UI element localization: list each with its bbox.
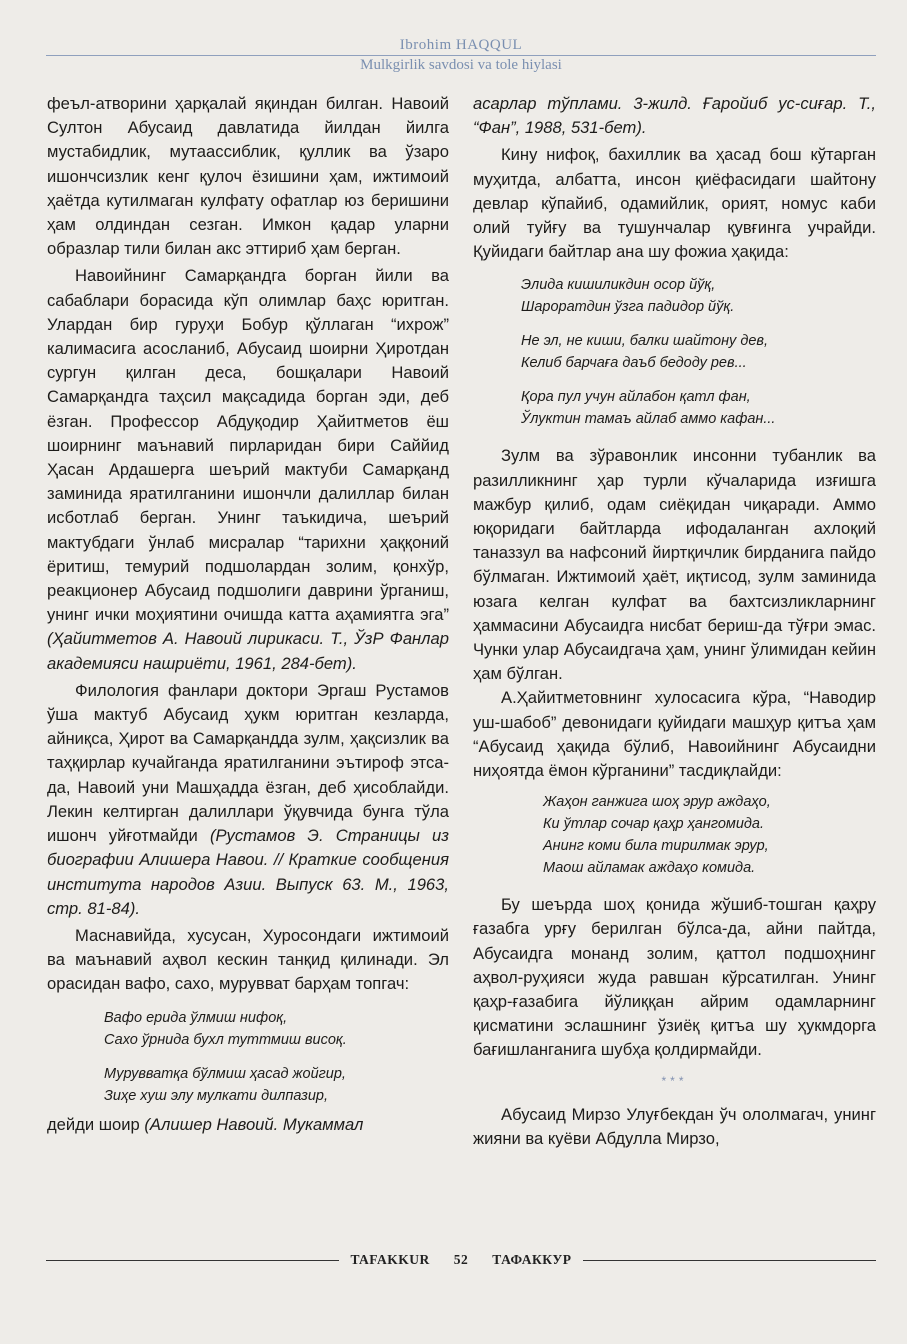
- verse-line: Жаҳон ганжига шоҳ эрур аждаҳо,: [543, 794, 771, 811]
- paragraph: Маснавийда, хусусан, Хуросондаги ижтимоий ва маънавий аҳвол кескин танқид қилинади. Эл орасидан вафо, сахо, мурувват барҳам топгач:: [47, 925, 449, 994]
- paragraph: Зулм ва зўравонлик инсонни тубанлик ва разилликнинг ҳар турли кўчаларида изғишга мажбур қилиб, одам сиёқидан чиқаради. Аммо юқоридаги байтларда ифодаланган ахлоқий таназзул ва нафсоний йиртқичлик бирданига пайдо бўлмаган. Ижтимоий ҳаёт, иқтисод, зулм заминида юзага келган кулфат ва бахтсизликларнинг ҳаммасини Абусаидга нисбат бериш-да тўғри эмас. Чунки улар Абусаидгача ҳам, унинг ўлимидан кейин ҳам бўлган.: [473, 446, 876, 684]
- verse-block: [473, 274, 876, 430]
- header-subtitle: Mulkgirlik savdosi va tole hiylasi: [360, 57, 562, 73]
- footer-journal-cyrillic: ТАФАККУР: [492, 1252, 572, 1267]
- paragraph: А.Ҳайитметовнинг хулосасига кўра, “Наводир уш-шабоб” девонидаги қуйидаги машҳур қитъа ҳам “Абусаид ҳақида бўлиб, Навоийнинг Абусаидни ниҳоятда ёмон кўрганини” тасдиқлайди:: [473, 688, 876, 781]
- page-number: 52: [453, 1252, 469, 1267]
- paragraph: Бу шеърда шоҳ қонида жўшиб-тошган қаҳру ғазабга урғу берилган бўлса-да, айни пайтда, Абусаидга монанд золим, қаттол подшоҳнинг аҳвол-руҳияси жуда равшан кўрсатилган. Унинг қаҳр-ғазабига йўлиққан айрим одамларнинг қисматини эслашнинг ўзиёқ қитъа шу ҳукмдорга бағишланганига шубҳа қолдирмайди.: [473, 895, 876, 1060]
- verse-line: Элида кишиликдин осор йўқ,: [521, 277, 716, 294]
- verse-line: Сахо ўрнида бухл туттмиш висоқ.: [104, 1031, 347, 1048]
- paragraph: [47, 264, 449, 675]
- citation: (Рустамов Э. Страницы из биографии Алишера Навои. // Краткие сообщения института народов Азии. Выпуск 63. М., 1963, стр. 81-84).: [47, 826, 449, 918]
- paragraph-text: Навоийнинг Самарқандга борган йили ва сабаблари борасида кўп олимлар баҳс юритган. Улардан бир гуруҳи Бобур қўллаган “ихрож” калимасига асосланиб, Абусаид шоирни Ҳиротдан сургун қилган деса, бошқалари Навоий Самарқандга таҳсил мақсадида борган эди, деб ёзган. Профессор Абдуқодир Ҳайитметов ёш шоирнинг маънавий пирларидан бири Саййид Ҳасан Ардашерга шеърий мактуби Самарқанд заминида яратилганини ишончли далиллар билан исботлаб берган. Унинг таъкидича, шеърий мактубдаги ўнлаб мисралар “тарихни ҳаққоний ёритиш, темурий подшолардан золим, қонхўр, реакционер Абусаид подшолиги даврини ўрганиш, унинг ички моҳиятини очишда катта аҳамиятга эга”: [47, 266, 449, 625]
- verse-block: [47, 1007, 449, 1107]
- verse-line: Шароратдин ўзга падидор йўқ.: [521, 299, 735, 316]
- page-footer: [46, 1252, 876, 1268]
- footer-rule-right: [583, 1260, 876, 1261]
- verse-line: Анинг коми била тирилмак эрур,: [543, 838, 769, 855]
- right-column: [473, 92, 876, 1151]
- verse-line: Ўлуктин тамаъ айлаб аммо кафан...: [521, 411, 776, 428]
- paragraph-text: Филология фанлари доктори Эргаш Рустамов ўша мактуб Абусаид ҳукм юритган кезларда, айниқса, Ҳирот ва Самарқандда зулм, ҳақсизлик ва таҳқирлар кучайганда яратилганини эътироф этса-да, Навоий уни Машҳадда ёзган, деб ҳисоблайди. Лекин келтирган далиллари ўқувчида бунга тўла ишонч уйғотмайди: [47, 680, 449, 846]
- left-column: [47, 92, 449, 1137]
- paragraph: феъл-атворини ҳарқалай яқиндан билган. Навоий Султон Абусаид давлатида йилдан йилга мустабидлик, мутаассиблик, қуллик ва ўзаро ишончсизлик кенг қулоч ёзишини ҳам, ижтимоий ҳаётда кутилмаган кулфату офатлар юз беришини ҳам олдиндан сезган. Имкон қадар уларни образлар тили билан акс эттириб ҳам берган.: [47, 94, 449, 259]
- header-author: Ibrohim HAQQUL: [399, 37, 523, 53]
- verse-line: Не эл, не киши, балки шайтону дев,: [521, 333, 769, 350]
- verse-line: Зиҳе хуш элу мулкати дилпазир,: [104, 1087, 328, 1104]
- verse-line: Келиб барчаға даъб бедоду рев...: [521, 355, 747, 372]
- footer-journal-latin: TAFAKKUR: [350, 1252, 430, 1267]
- citation: (Алишер Навоий. Мукаммал: [144, 1114, 364, 1134]
- paragraph-text: дейди шоир: [47, 1114, 140, 1134]
- verse-block: [473, 791, 876, 879]
- paragraph: Абусаид Мирзо Улуғбекдан ўч ололмагач, унинг жияни ва куёви Абдулла Мирзо,: [473, 1104, 876, 1149]
- paragraph: [47, 679, 449, 921]
- paragraph: Кину нифоқ, бахиллик ва ҳасад бош кўтарган муҳитда, албатта, инсон қиёфасидаги шайтону девлар кўпайиб, одамийлик, орият, номус каби олий туйғу ва тушунчалар қувғинга учрайди. Қуйидаги байтлар ана шу фожиа ҳақида:: [473, 145, 876, 262]
- citation: асарлар тўплами. 3-жилд. Ғаройиб ус-сиғар. Т., “Фан”, 1988, 531-бет).: [473, 94, 876, 138]
- paragraph: [47, 1113, 449, 1137]
- verse-line: Мурувватқа бўлмиш ҳасад жойгир,: [104, 1065, 346, 1082]
- running-header: [46, 36, 876, 75]
- verse-line: Вафо ерида ўлмиш нифоқ,: [104, 1009, 288, 1026]
- footer-rule-left: [46, 1260, 339, 1261]
- verse-line: Ки ўтлар сочар қаҳр ҳангомида.: [543, 816, 765, 833]
- section-separator: ***: [661, 1073, 688, 1088]
- verse-line: Маош айламак аждаҳо комида.: [543, 860, 756, 877]
- verse-line: Қора пул учун айлабон қатл фан,: [521, 389, 751, 406]
- citation: (Ҳайитметов А. Навоий лирикаси. Т., ЎзР Фанлар академияси нашриёти, 1961, 284-бет).: [47, 629, 449, 673]
